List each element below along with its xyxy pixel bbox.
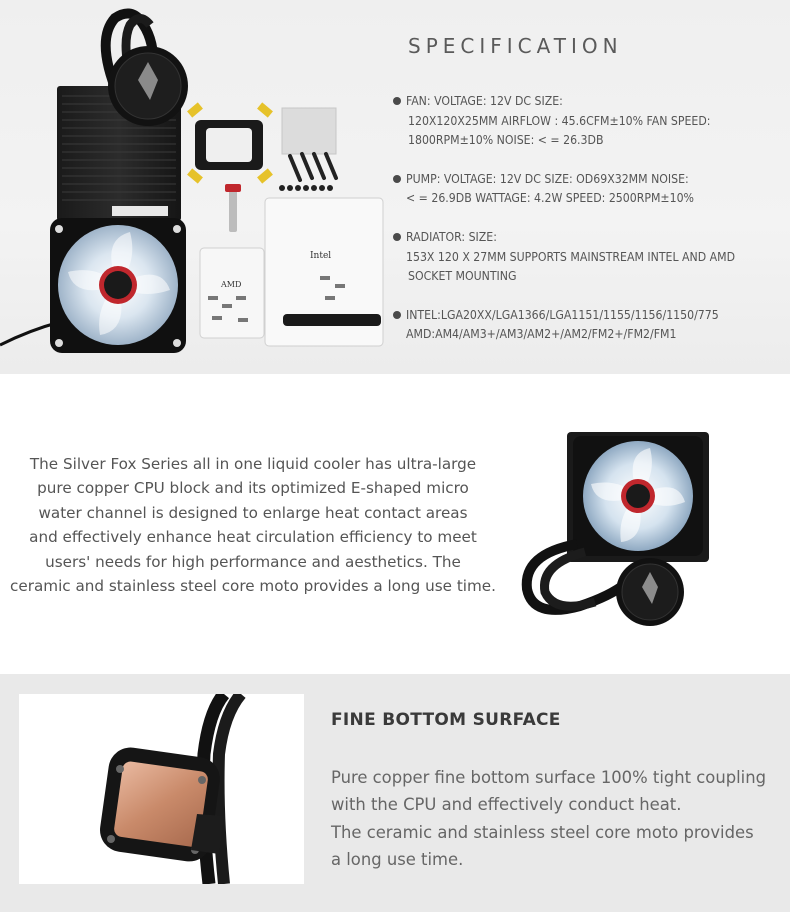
description-line: The Silver Fox Series all in one liquid cooler has ultra-large (29, 455, 477, 473)
spec-pump-line-2: < = 26.9DB WATTAGE: 4.2W SPEED: 2500RPM±10% (406, 191, 694, 206)
liquid-cooler-product-image (515, 424, 715, 634)
spec-item-pump (393, 170, 789, 209)
spec-fan-line-1: FAN: VOLTAGE: 12V DC SIZE: (406, 94, 563, 108)
spec-pump-line-1: PUMP: VOLTAGE: 12V DC SIZE: OD69X32MM NOISE: (406, 171, 689, 186)
intel-bag-label: Intel (310, 251, 332, 261)
spec-fan-line-2: 120X120X25MM AIRFLOW : 45.6CFM±10% FAN SPEED: (408, 113, 711, 128)
description-line: ceramic and stainless steel core moto provides a long use time. (10, 577, 496, 596)
fine-bottom-surface-text (331, 764, 786, 874)
bullet-icon (393, 175, 401, 183)
description-line: and effectively enhance heat circulation efficiency to meet (29, 528, 477, 547)
description-section (0, 374, 790, 674)
amd-bag-label: AMD (221, 280, 242, 289)
pump-bottom-photo-frame (19, 694, 304, 884)
spec-fan-line-3: 1800RPM±10% NOISE: < = 26.3DB (408, 133, 604, 148)
spec-radiator-line-2: 153X 120 X 27MM SUPPORTS MAINSTREAM INTEL AND AMD (406, 249, 736, 264)
spec-sockets-line-1: INTEL:LGA20XX/LGA1366/LGA1151/1155/1156/1150/775 (406, 307, 719, 322)
description-text (8, 452, 498, 598)
description-line: water channel is designed to enlarge heat contact areas (38, 503, 468, 522)
specification-section (0, 0, 790, 374)
bottom-line: The ceramic and stainless steel core moto provides (331, 822, 754, 842)
spec-sockets-line-2: AMD:AM4/AM3+/AM3/AM2+/AM2/FM2+/FM2/FM1 (406, 327, 677, 342)
bullet-icon (393, 233, 401, 241)
specification-title: SPECIFICATION (408, 34, 623, 58)
spec-list (393, 92, 789, 345)
description-line: users' needs for high performance and aesthetics. The (45, 552, 461, 571)
fine-bottom-surface-title: FINE BOTTOM SURFACE (331, 710, 561, 730)
bullet-icon (393, 97, 401, 105)
spec-radiator-line-3: SOCKET MOUNTING (408, 269, 517, 284)
spec-item-radiator (393, 228, 789, 287)
bullet-icon (393, 311, 401, 319)
cooler-kit-photo (0, 0, 400, 374)
bottom-line: a long use time. (331, 850, 464, 870)
description-line: pure copper CPU block and its optimized E-shaped micro (37, 479, 469, 498)
spec-item-sockets (393, 306, 789, 345)
fine-bottom-surface-section (0, 674, 790, 912)
spec-radiator-line-1: RADIATOR: SIZE: (406, 229, 497, 244)
bottom-line: with the CPU and effectively conduct heat. (331, 795, 682, 815)
spec-item-fan (393, 92, 789, 151)
pump-bottom-photo (19, 694, 304, 884)
bottom-line: Pure copper fine bottom surface 100% tight coupling (331, 768, 767, 787)
